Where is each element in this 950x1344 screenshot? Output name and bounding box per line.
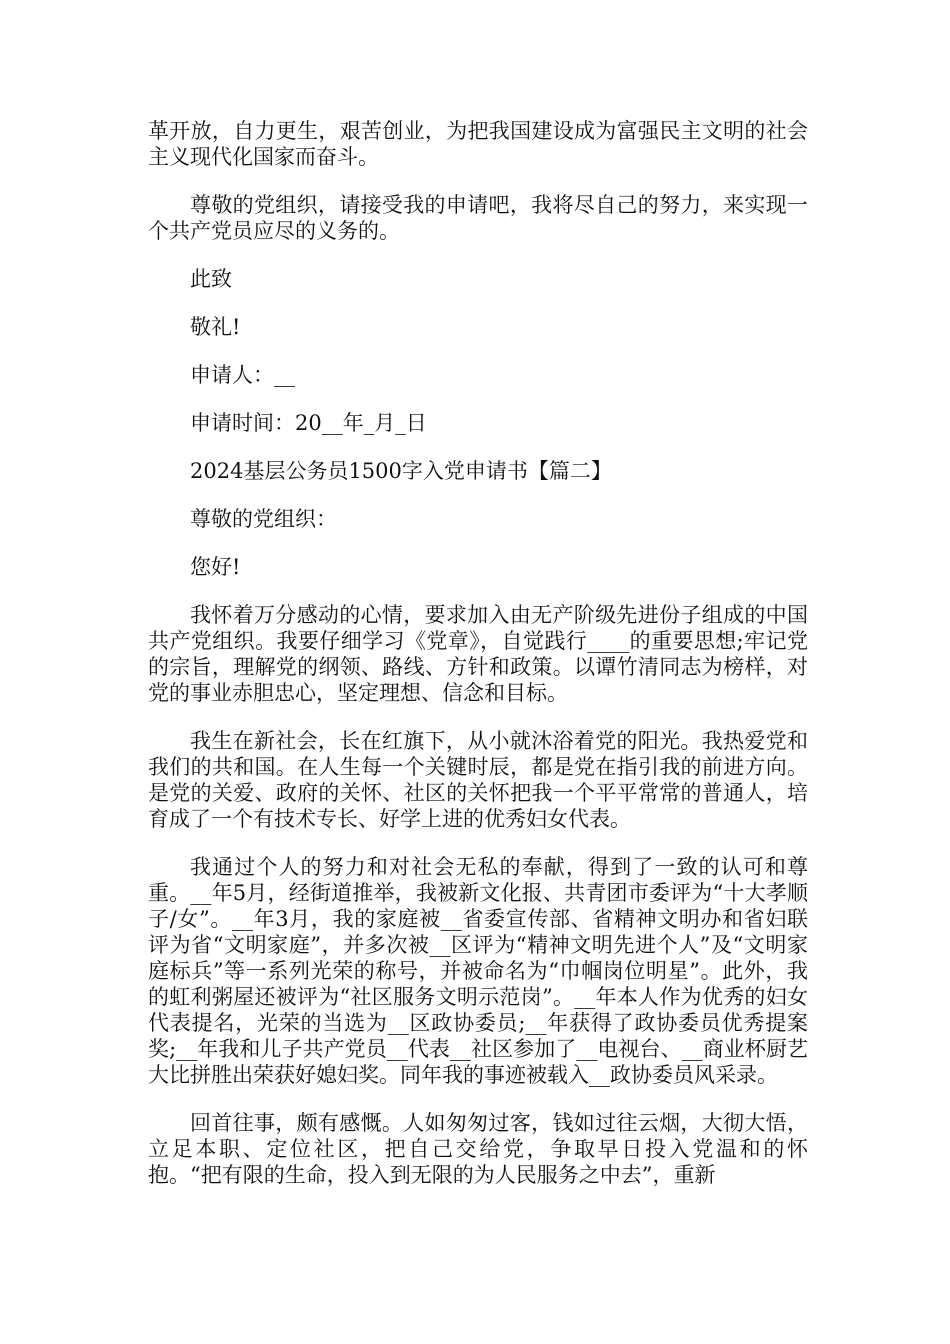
paragraph-background: 我生在新社会，长在红旗下，从小就沐浴着党的阳光。我热爱党和我们的共和国。在人生每一个关键时辰，都是党在指引我的前进方向。是党的关爱、政府的关怀、社区的关怀把我一个平平常常的普通人，培育成了一个有技术专长、好学上进的优秀妇女代表。 <box>148 729 808 831</box>
section-heading: 2024基层公务员1500字入党申请书【篇二】 <box>190 459 612 483</box>
document-page <box>148 118 808 1210</box>
paragraph-reflection: 回首往事，颇有感慨。人如匆匆过客，钱如过往云烟，大彻大悟，立足本职、定位社区，把自己交给党，争取早日投入党温和的怀抱。“把有限的生命，投入到无限的为人民服务之中去”，重新 <box>148 1111 808 1187</box>
paragraph-intro-continued: 革开放，自力更生，艰苦创业，为把我国建设成为富强民主文明的社会主义现代化国家而奋斗。 <box>148 119 808 169</box>
applicant-line: 申请人：__ <box>190 363 295 387</box>
greeting: 您好! <box>190 555 241 579</box>
paragraph-wish-to-join: 我怀着万分感动的心情，要求加入由无产阶级先进份子组成的中国共产党组织。我要仔细学习《党章》，自觉践行____的重要思想;牢记党的宗旨，理解党的纲领、路线、方针和政策。以谭竹清同志为榜样，对党的事业赤胆忠心，坚定理想、信念和目标。 <box>148 603 808 705</box>
closing-jingli: 敬礼! <box>190 315 241 339</box>
salutation: 尊敬的党组织： <box>190 507 337 531</box>
closing-cizhi: 此致 <box>190 267 232 291</box>
paragraph-request: 尊敬的党组织，请接受我的申请吧，我将尽自己的努力，来实现一个共产党员应尽的义务的。 <box>148 193 808 243</box>
application-date-line: 申请时间：20__年_月_日 <box>190 411 427 435</box>
paragraph-achievements: 我通过个人的努力和对社会无私的奉献，得到了一致的认可和尊重。__年5月，经街道推举，我被新文化报、共青团市委评为“十大孝顺子/女”。__年3月，我的家庭被__省委宣传部、省精神文明办和省妇联评为省“文明家庭”，并多次被__区评为“精神文明先进个人”及“文明家庭标兵”等一系列光荣的称号，并被命名为“巾帼岗位明星”。此外，我的虹利粥屋还被评为“社区服务文明示范岗”。__年本人作为优秀的妇女代表提名，光荣的当选为__区政协委员;__年获得了政协委员优秀提案奖;__年我和儿子共产党员__代表__社区参加了__电视台、__商业杯厨艺大比拼胜出荣获好媳妇奖。同年我的事迹被载入__政协委员风采录。 <box>148 855 808 1087</box>
